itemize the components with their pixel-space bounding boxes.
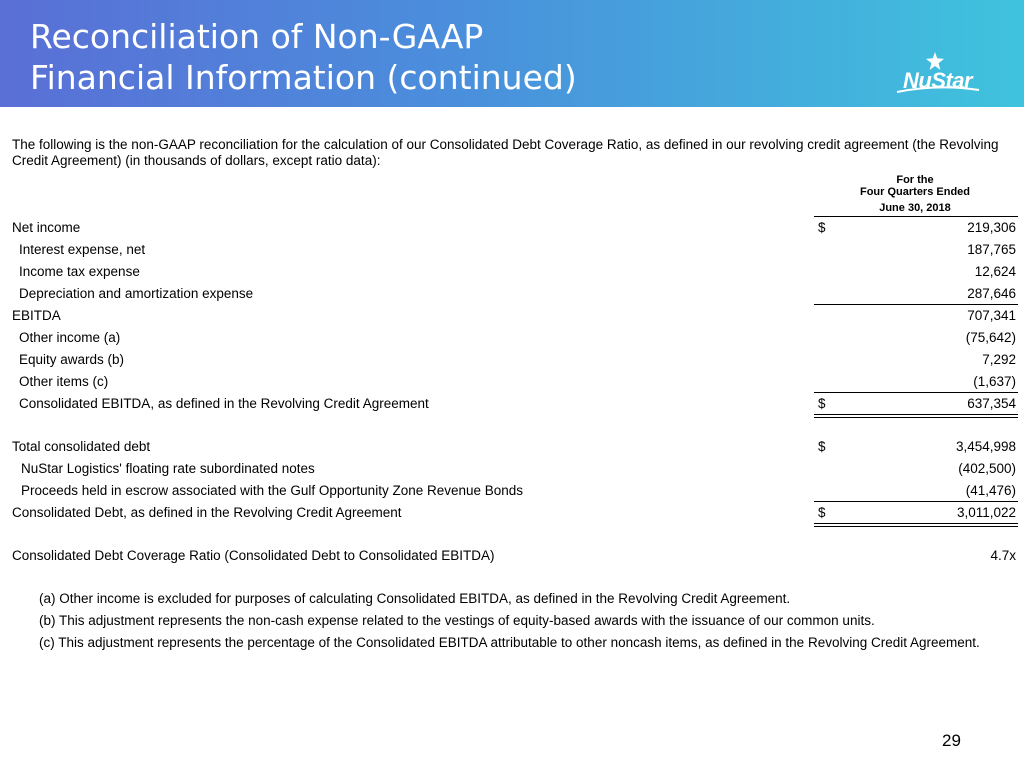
dollar-sign: $ — [818, 396, 826, 411]
row-label: Consolidated EBITDA, as defined in the Revolving Credit Agreement — [19, 396, 429, 411]
column-header-date: June 30, 2018 — [879, 202, 951, 214]
table-row — [0, 217, 1024, 239]
row-value: 4.7x — [990, 548, 1016, 563]
row-value: 637,354 — [967, 396, 1016, 411]
table-row — [0, 371, 1024, 393]
table-row — [0, 436, 1024, 458]
table-row — [0, 283, 1024, 305]
table-row — [0, 545, 1024, 567]
logo-text: NuStar — [903, 68, 973, 93]
table-row — [0, 458, 1024, 480]
row-label: Total consolidated debt — [12, 439, 151, 454]
row-value: (1,637) — [973, 374, 1016, 389]
footnote: (b) This adjustment represents the non-cash expense related to the vestings of equity-based awards with the issuance of our common units. — [39, 613, 875, 628]
page-number: 29 — [942, 731, 961, 750]
total-double-rule-top — [814, 414, 1018, 415]
row-value: 12,624 — [974, 264, 1016, 279]
column-header-line-1: For the — [896, 174, 934, 186]
footnotes — [39, 591, 989, 657]
row-value: 3,011,022 — [956, 505, 1016, 520]
slide-title — [30, 16, 577, 98]
row-value: 187,765 — [967, 242, 1016, 257]
total-double-rule-top — [814, 523, 1018, 524]
dollar-sign: $ — [818, 505, 826, 520]
row-value: (75,642) — [965, 330, 1016, 345]
row-label: Depreciation and amortization expense — [19, 286, 254, 301]
table-row — [0, 327, 1024, 349]
row-value: 287,646 — [967, 286, 1016, 301]
footnote: (a) Other income is excluded for purposes of calculating Consolidated EBITDA, as defined in the Revolving Credit Agreement. — [39, 591, 791, 606]
row-label: Other income (a) — [19, 330, 121, 345]
table-row — [0, 393, 1024, 415]
row-value: (402,500) — [958, 461, 1016, 476]
row-value: 219,306 — [967, 220, 1016, 235]
column-header-line-2: Four Quarters Ended — [859, 186, 971, 198]
row-label: NuStar Logistics' floating rate subordinated notes — [21, 461, 315, 476]
row-label: Income tax expense — [19, 264, 140, 279]
logo-swoosh-icon — [895, 86, 981, 94]
dollar-sign: $ — [818, 439, 826, 454]
row-value: 707,341 — [967, 308, 1016, 323]
row-label: Consolidated Debt, as defined in the Revolving Credit Agreement — [12, 505, 402, 520]
row-value: 7,292 — [982, 352, 1016, 367]
row-label: Net income — [12, 220, 81, 235]
footnote: (c) This adjustment represents the percentage of the Consolidated EBITDA attributable to other noncash items, as defined in the Revolving Credit Agreement. — [39, 635, 980, 650]
dollar-sign: $ — [818, 220, 826, 235]
table-row — [0, 480, 1024, 502]
intro-paragraph: The following is the non-GAAP reconciliation for the calculation of our Consolidated Debt Coverage Ratio, as defined in our revolving credit agreement (the Revolving Credit Agreement) (in thousands of dollars, except ratio data): — [12, 137, 999, 168]
table-row — [0, 261, 1024, 283]
row-label: Consolidated Debt Coverage Ratio (Consolidated Debt to Consolidated EBITDA) — [12, 548, 495, 563]
table-row — [0, 239, 1024, 261]
row-value: 3,454,998 — [955, 439, 1016, 454]
row-label: Other items (c) — [19, 374, 109, 389]
table-row — [0, 502, 1024, 524]
table-row — [0, 349, 1024, 371]
row-label: Interest expense, net — [19, 242, 146, 257]
title-line-1: Reconciliation of Non-GAAP — [30, 17, 484, 56]
row-label: Equity awards (b) — [19, 352, 125, 367]
slide-header — [0, 0, 1024, 107]
row-label: EBITDA — [12, 308, 61, 323]
total-double-rule-bottom — [814, 526, 1018, 527]
table-row — [0, 305, 1024, 327]
total-double-rule-bottom — [814, 417, 1018, 418]
title-line-2: Financial Information (continued) — [30, 58, 577, 97]
nustar-logo — [893, 56, 985, 96]
row-label: Proceeds held in escrow associated with the Gulf Opportunity Zone Revenue Bonds — [21, 483, 524, 498]
row-value: (41,476) — [965, 483, 1016, 498]
